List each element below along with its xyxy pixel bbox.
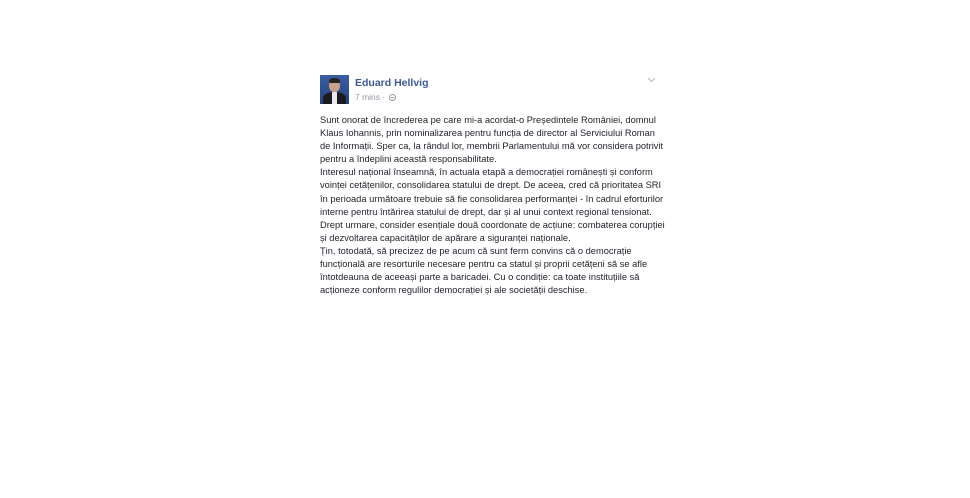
chevron-down-icon[interactable]	[646, 75, 656, 85]
post-header	[320, 75, 660, 105]
avatar[interactable]	[320, 75, 349, 104]
avatar-hair	[329, 78, 340, 83]
post-timestamp[interactable]: 7 mins	[355, 92, 381, 102]
facebook-post	[320, 75, 665, 297]
globe-icon[interactable]	[389, 94, 396, 101]
meta-separator: ·	[382, 92, 386, 102]
post-paragraph-1: Sunt onorat de încrederea pe care mi-a acordat-o Președintele României, domnul Klaus Iohannis, prin nominalizarea pentru funcția de director al Serviciului Roman de Informații. Sper ca, la rândul lor, membrii Parlamentului mă vor considera potrivit pentru a îndeplini această responsabilitate.	[320, 115, 664, 165]
post-body	[320, 114, 665, 297]
post-paragraph-3: Țin, totodată, să precizez de pe acum că sunt ferm convins că o democrație funcțională are resorturile necesare pentru ca statul și proprii cetățeni să se afle întotdeauna de aceeași parte a baricadei. Cu o condiție: ca toate instituțiile să acționeze conform regulilor democrației și ale societății deschise.	[320, 245, 648, 296]
avatar-shirt	[332, 92, 337, 104]
author-name-link[interactable]: Eduard Hellvig	[355, 77, 429, 89]
post-paragraph-2: Interesul național înseamnă, în actuala etapă a democrației românești și conform voinței cetățenilor, consolidarea statului de drept. De aceea, cred că prioritatea SRI în perioada următoare trebuie să fie consolidarea performanței - în cadrul eforturilor interne pentru întărirea statului de drept, dar și al unui context regional tensionat. Drept urmare, consider esențiale două coordonate de acțiune: combaterea corupției și dezvoltarea capacităților de apărare a siguranței naționale.	[320, 167, 665, 243]
post-meta	[355, 92, 396, 102]
